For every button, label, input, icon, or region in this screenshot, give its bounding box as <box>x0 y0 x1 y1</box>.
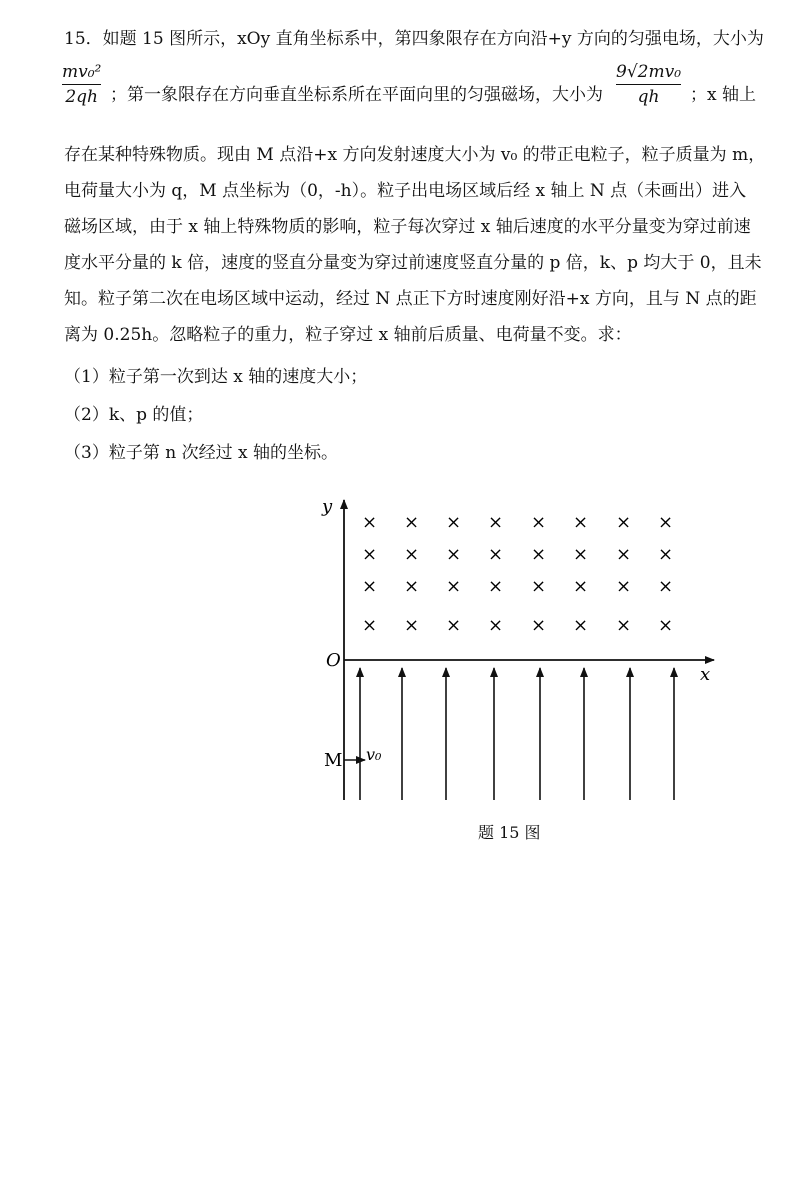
electric-field-lines <box>360 668 674 800</box>
figure-caption: 题 15 图 <box>478 823 541 842</box>
problem-line-1: 15．如题 15 图所示，xOy 直角坐标系中，第四象限存在方向沿+y 方向的匀强电场，大小为 <box>64 29 764 49</box>
magnetic-field-cross: × <box>531 544 547 565</box>
magnetic-field-cross: × <box>658 512 674 533</box>
magnetic-field-marks <box>362 512 673 636</box>
magnetic-field-cross: × <box>616 512 632 533</box>
magnetic-field-cross: × <box>573 544 589 565</box>
magnetic-field-cross: × <box>616 615 632 636</box>
fraction-2-denominator: qh <box>637 87 660 107</box>
question-2: （2）k、p 的值； <box>64 405 204 425</box>
problem-line-4: 电荷量大小为 q，M 点坐标为（0，-h）。粒子出电场区域后经 x 轴上 N 点（未画出）进入 <box>64 181 747 201</box>
magnetic-field-cross: × <box>488 512 504 533</box>
problem-line-5: 磁场区域，由于 x 轴上特殊物质的影响，粒子每次穿过 x 轴后速度的水平分量变为穿过前速 <box>64 217 751 237</box>
x-axis-label: x <box>700 664 711 685</box>
magnetic-field-cross: × <box>531 615 547 636</box>
problem-line-2-end: ；x 轴上 <box>690 85 756 105</box>
magnetic-field-cross: × <box>573 512 589 533</box>
origin-label: O <box>326 650 341 671</box>
magnetic-field-cross: × <box>616 544 632 565</box>
magnetic-field-cross: × <box>573 615 589 636</box>
magnetic-field-cross: × <box>573 576 589 597</box>
magnetic-field-cross: × <box>362 576 378 597</box>
fraction-1-numerator: mv₀² <box>62 62 102 82</box>
magnetic-field-cross: × <box>658 615 674 636</box>
fraction-1-denominator: 2qh <box>65 87 98 107</box>
fraction-2-numerator: 9√2mv₀ <box>616 62 682 82</box>
problem-line-6: 度水平分量的 k 倍，速度的竖直分量变为穿过前速度竖直分量的 p 倍，k、p 均大于 0，且未 <box>64 253 762 273</box>
y-axis-label: y <box>322 496 333 517</box>
magnetic-field-cross: × <box>362 544 378 565</box>
magnetic-field-cross: × <box>658 576 674 597</box>
magnetic-field-cross: × <box>404 544 420 565</box>
magnetic-field-cross: × <box>616 576 632 597</box>
magnetic-field-cross: × <box>488 576 504 597</box>
magnetic-field-cross: × <box>446 615 462 636</box>
m-point-label: M <box>324 750 343 771</box>
magnetic-field-cross: × <box>488 544 504 565</box>
magnetic-field-cross: × <box>531 512 547 533</box>
question-3: （3）粒子第 n 次经过 x 轴的坐标。 <box>64 443 338 463</box>
magnetic-field-cross: × <box>488 615 504 636</box>
v0-label: v₀ <box>366 745 382 764</box>
magnetic-field-cross: × <box>362 512 378 533</box>
magnetic-field-cross: × <box>531 576 547 597</box>
magnetic-field-cross: × <box>446 576 462 597</box>
magnetic-field-cross: × <box>446 544 462 565</box>
magnetic-field-cross: × <box>404 512 420 533</box>
magnetic-field-cross: × <box>446 512 462 533</box>
magnetic-field-cross: × <box>658 544 674 565</box>
problem-line-3: 存在某种特殊物质。现由 M 点沿+x 方向发射速度大小为 v₀ 的带正电粒子，粒子质量为 m， <box>64 145 766 165</box>
problem-line-2-mid: ；第一象限存在方向垂直坐标系所在平面向里的匀强磁场，大小为 <box>110 85 603 105</box>
question-1: （1）粒子第一次到达 x 轴的速度大小； <box>64 367 368 387</box>
problem-line-8: 离为 0.25h。忽略粒子的重力，粒子穿过 x 轴前后质量、电荷量不变。求： <box>64 325 632 345</box>
magnetic-field-cross: × <box>362 615 378 636</box>
magnetic-field-cross: × <box>404 615 420 636</box>
problem-line-7: 知。粒子第二次在电场区域中运动，经过 N 点正下方时速度刚好沿+x 方向，且与 N 点的距 <box>64 289 757 309</box>
magnetic-field-cross: × <box>404 576 420 597</box>
